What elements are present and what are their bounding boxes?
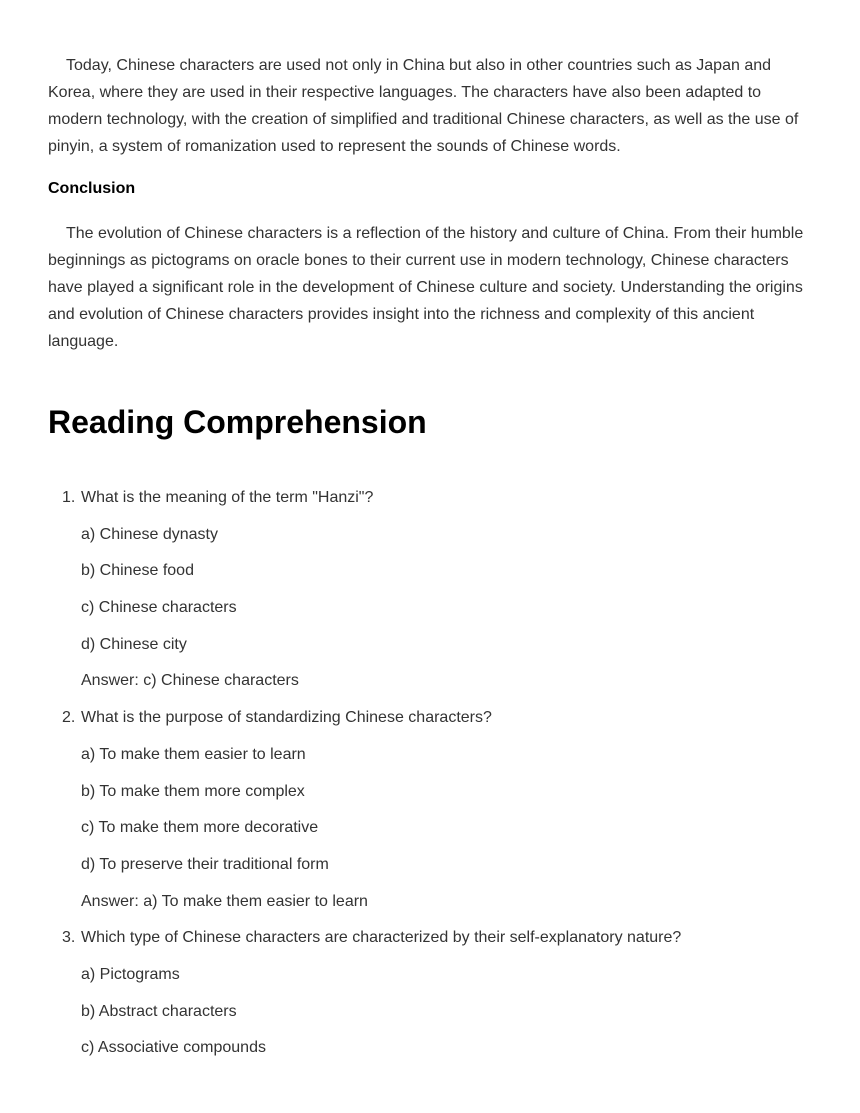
- answer-text: Answer: c) Chinese characters: [81, 672, 299, 690]
- option-d: d) To preserve their traditional form: [81, 855, 329, 873]
- option-c: c) Associative compounds: [81, 1039, 266, 1057]
- option-d: d) Chinese city: [81, 635, 187, 653]
- question-line: [48, 924, 818, 951]
- option-a: a) Chinese dynasty: [81, 525, 218, 543]
- question-number: 2.: [62, 709, 76, 727]
- option-a: a) To make them easier to learn: [81, 745, 306, 763]
- question-item-1: [48, 484, 818, 694]
- question-number: 1.: [62, 489, 76, 506]
- option-b: b) Chinese food: [81, 562, 194, 580]
- question-line: [48, 704, 818, 731]
- question-text: What is the purpose of standardizing Chinese characters?: [81, 709, 492, 727]
- question-number: 3.: [62, 929, 76, 947]
- question-item-3: [48, 924, 818, 1061]
- question-line: [48, 484, 818, 511]
- intro-paragraph: Today, Chinese characters are used not only in China but also in other countries such as Japan and Korea, where they are used in their respective languages. The characters have also been adapted to modern technology, with the creation of simplified and traditional Chinese characters, as well as the use of pinyin, a system of romanization used to represent the sounds of Chinese words.: [48, 57, 799, 155]
- option-b: b) Abstract characters: [81, 1002, 237, 1020]
- conclusion-paragraph: The evolution of Chinese characters is a reflection of the history and culture of China. From their humble beginnings as pictograms on oracle bones to their current use in modern technology, Chinese characters have played a significant role in the development of Chinese culture and society. Understanding the origins and evolution of Chinese characters provides insight into the richness and complexity of this ancient language.: [48, 225, 804, 350]
- option-c: c) To make them more decorative: [81, 819, 319, 837]
- option-a: a) Pictograms: [81, 965, 180, 983]
- conclusion-heading: Conclusion: [48, 180, 136, 197]
- question-text: Which type of Chinese characters are characterized by their self-explanatory nature?: [81, 929, 682, 947]
- question-text: What is the meaning of the term "Hanzi"?: [81, 489, 374, 506]
- question-item-2: [48, 704, 818, 914]
- option-b: b) To make them more complex: [81, 782, 305, 800]
- reading-comprehension-heading: Reading Comprehension: [48, 404, 427, 440]
- option-c: c) Chinese characters: [81, 599, 237, 617]
- answer-text: Answer: a) To make them easier to learn: [81, 892, 368, 910]
- question-list: [48, 484, 818, 1071]
